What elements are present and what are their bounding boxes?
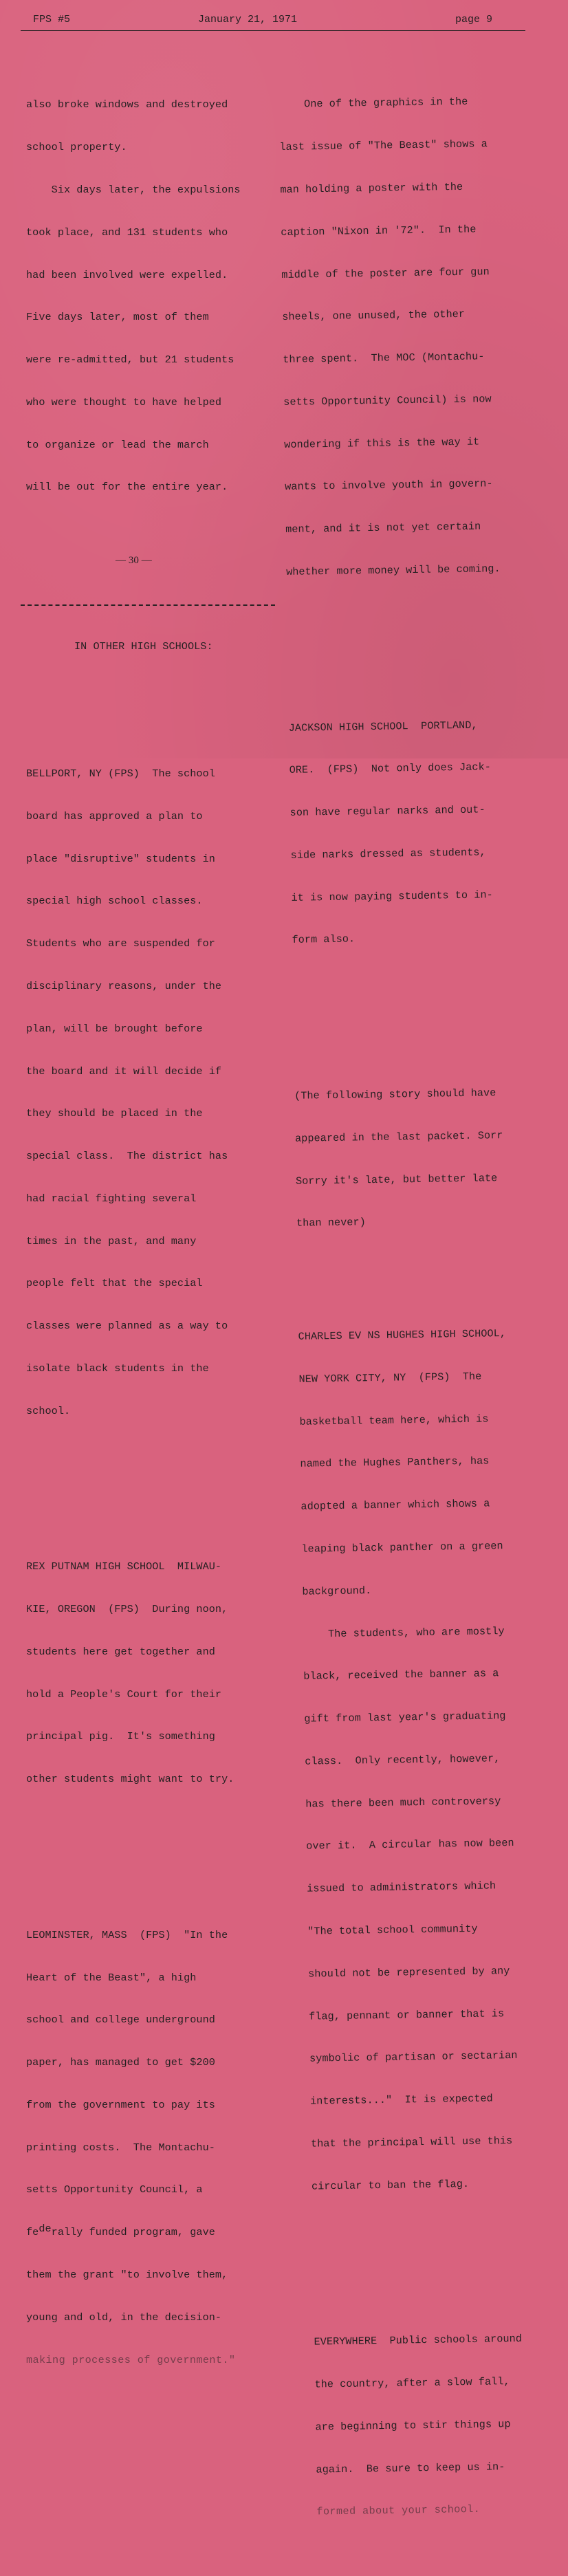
- spacer: [26, 1475, 271, 1489]
- text-line: (The following story should have: [294, 1087, 496, 1102]
- spacer: [293, 1001, 540, 1018]
- text-line: Five days later, most of them: [26, 311, 209, 324]
- text-line: named the Hughes Panthers, has: [300, 1454, 490, 1471]
- text-line: sheels, one unused, the other: [282, 308, 466, 324]
- editor-note: [294, 1057, 544, 1259]
- text-line: CHARLES EV NS HUGHES HIGH SCHOOL,: [298, 1327, 507, 1343]
- text-line: who were thought to have helped: [26, 395, 222, 408]
- text-line: Sorry it's late, but better late: [295, 1171, 498, 1188]
- text-fragment: rally funded program, gave: [51, 2226, 215, 2239]
- spacer: [26, 682, 271, 697]
- text-line: has there been much controversy: [305, 1794, 501, 1811]
- text-line: had racial fighting several: [26, 1192, 197, 1205]
- faded-text-line: making processes of government.": [26, 2353, 236, 2366]
- spacer: [287, 632, 535, 650]
- page-header: [33, 12, 523, 29]
- text-line: appeared in the last packet. Sorr: [294, 1128, 503, 1145]
- text-line: side narks dressed as students,: [290, 846, 486, 862]
- text-line: "The total school community: [307, 1922, 478, 1938]
- raised-fragment: de: [39, 2223, 52, 2236]
- text-line: adopted a banner which shows a: [301, 1497, 490, 1513]
- text-line: paper, has managed to get $200: [26, 2056, 215, 2069]
- end-mark-row: [26, 551, 271, 571]
- text-fragment: fe: [26, 2226, 39, 2239]
- bellport-story: [26, 739, 271, 1447]
- right-column: [278, 37, 565, 2575]
- text-line: the country, after a slow fall,: [314, 2375, 510, 2391]
- text-line: black, received the banner as a: [303, 1667, 499, 1683]
- text-line: setts Opportunity Council) is now: [283, 393, 492, 408]
- spacer: [26, 1843, 271, 1857]
- text-line: again. Be sure to keep us in-: [316, 2460, 505, 2476]
- text-line: young and old, in the decision-: [26, 2311, 222, 2324]
- header-rule: [21, 30, 525, 31]
- text-line: One of the graphics in the: [278, 96, 468, 111]
- text-line: hold a People's Court for their: [26, 1688, 222, 1701]
- text-line: students here get together and: [26, 1645, 215, 1658]
- spacer: [312, 2247, 560, 2264]
- text-line: Six days later, the expulsions: [26, 183, 241, 196]
- text-line: son have regular narks and out-: [290, 803, 485, 819]
- page-number: page 9: [455, 14, 492, 25]
- jackson-story: [288, 689, 540, 976]
- text-line: special class. The district has: [26, 1150, 228, 1163]
- text-line: times in the past, and many: [26, 1234, 197, 1247]
- text-line: they should be placed in the: [26, 1107, 203, 1120]
- text-line: will be out for the entire year.: [26, 481, 228, 494]
- text-line: are beginning to stir things up: [315, 2417, 511, 2434]
- text-line: basketball team here, which is: [299, 1412, 489, 1428]
- text-line: setts Opportunity Council, a: [26, 2183, 203, 2196]
- text-line: symbolic of partisan or sectarian: [309, 2049, 518, 2065]
- leominster-story: [26, 1900, 271, 2396]
- hughes-story: [298, 1298, 560, 2222]
- text-line: ment, and it is not yet certain: [285, 520, 481, 536]
- text-line: leaping black panther on a green: [301, 1540, 503, 1556]
- text-line: over it. A circular has now been: [306, 1837, 514, 1853]
- text-line: should not be represented by any: [308, 1964, 510, 1980]
- text-line: than never): [296, 1216, 366, 1230]
- graphics-story: [278, 66, 534, 608]
- text-line: it is now paying students to in-: [291, 888, 493, 904]
- intro-paragraph: [26, 69, 271, 523]
- text-line: school.: [26, 1404, 71, 1417]
- text-line: Heart of the Beast", a high: [26, 1971, 197, 1984]
- end-mark: — 30 —: [116, 555, 152, 567]
- rex-putnam-story: [26, 1531, 271, 1815]
- text-line: special high school classes.: [26, 895, 203, 908]
- text-line: isolate black students in the: [26, 1362, 209, 1375]
- text-line: Students who are suspended for: [26, 937, 215, 950]
- text-line: EVERYWHERE Public schools around: [314, 2333, 523, 2348]
- text-line: wondering if this is the way it: [284, 435, 480, 451]
- text-line-federally: [26, 2225, 271, 2240]
- issue-date: January 21, 1971: [198, 14, 298, 25]
- section-title: IN OTHER HIGH SCHOOLS:: [74, 640, 213, 653]
- text-line: ORE. (FPS) Not only does Jack-: [289, 761, 492, 777]
- text-line: three spent. The MOC (Montachu-: [283, 350, 485, 367]
- text-line: from the government to pay its: [26, 2098, 215, 2111]
- text-line: flag, pennant or banner that is: [308, 2007, 505, 2023]
- text-line: wants to involve youth in govern-: [285, 477, 493, 494]
- text-line: classes were planned as a way to: [26, 1320, 228, 1333]
- text-line: KIE, OREGON (FPS) During noon,: [26, 1603, 228, 1616]
- text-line: printing costs. The Montachu-: [26, 2141, 215, 2154]
- text-line: interests..." It is expected: [309, 2092, 493, 2108]
- text-line: form also.: [292, 932, 356, 947]
- text-line: whether more money will be coming.: [285, 562, 501, 578]
- text-line: The students, who are mostly: [303, 1624, 505, 1641]
- text-line: man holding a poster with the: [280, 180, 463, 196]
- text-line: also broke windows and destroyed: [26, 98, 228, 111]
- text-line: REX PUTNAM HIGH SCHOOL MILWAU-: [26, 1560, 222, 1573]
- text-line: middle of the poster are four gun: [281, 265, 490, 281]
- text-line: to organize or lead the march: [26, 438, 209, 451]
- text-line: them the grant "to involve them,: [26, 2269, 228, 2282]
- text-line: JACKSON HIGH SCHOOL PORTLAND,: [288, 719, 478, 734]
- dashed-divider: [26, 600, 271, 611]
- text-line: LEOMINSTER, MASS (FPS) "In the: [26, 1928, 228, 1941]
- text-line: gift from last year's graduating: [304, 1710, 506, 1725]
- text-line: had been involved were expelled.: [26, 268, 228, 281]
- text-line: class. Only recently, however,: [305, 1752, 501, 1768]
- text-line: took place, and 131 students who: [26, 226, 228, 239]
- text-line: people felt that the special: [26, 1277, 203, 1290]
- text-line: BELLPORT, NY (FPS) The school: [26, 767, 215, 781]
- text-line: NEW YORK CITY, NY (FPS) The: [298, 1370, 482, 1386]
- text-line: plan, will be brought before: [26, 1022, 203, 1035]
- text-line: circular to ban the flag.: [311, 2177, 470, 2193]
- text-line: place "disruptive" students in: [26, 852, 215, 865]
- everywhere-story: [314, 2303, 565, 2548]
- publication-label: FPS #5: [33, 14, 71, 25]
- text-line: school property.: [26, 141, 127, 154]
- text-line: last issue of "The Beast" shows a: [279, 138, 488, 154]
- text-line: were re-admitted, but 21 students: [26, 353, 234, 367]
- text-line: that the principal will use this: [310, 2134, 513, 2150]
- text-line: the board and it will decide if: [26, 1065, 222, 1078]
- text-line: background.: [302, 1584, 372, 1598]
- text-line: caption "Nixon in '72". In the: [281, 223, 477, 239]
- text-line: issued to administrators which: [307, 1879, 496, 1895]
- left-column: [26, 41, 271, 2424]
- faded-text-line: formed about your school.: [316, 2503, 481, 2518]
- text-line: other students might want to try.: [26, 1773, 234, 1786]
- text-line: board has approved a plan to: [26, 809, 203, 822]
- text-line: disciplinary reasons, under the: [26, 980, 222, 992]
- text-line: principal pig. It's something: [26, 1730, 215, 1743]
- text-line: school and college underground: [26, 2013, 215, 2027]
